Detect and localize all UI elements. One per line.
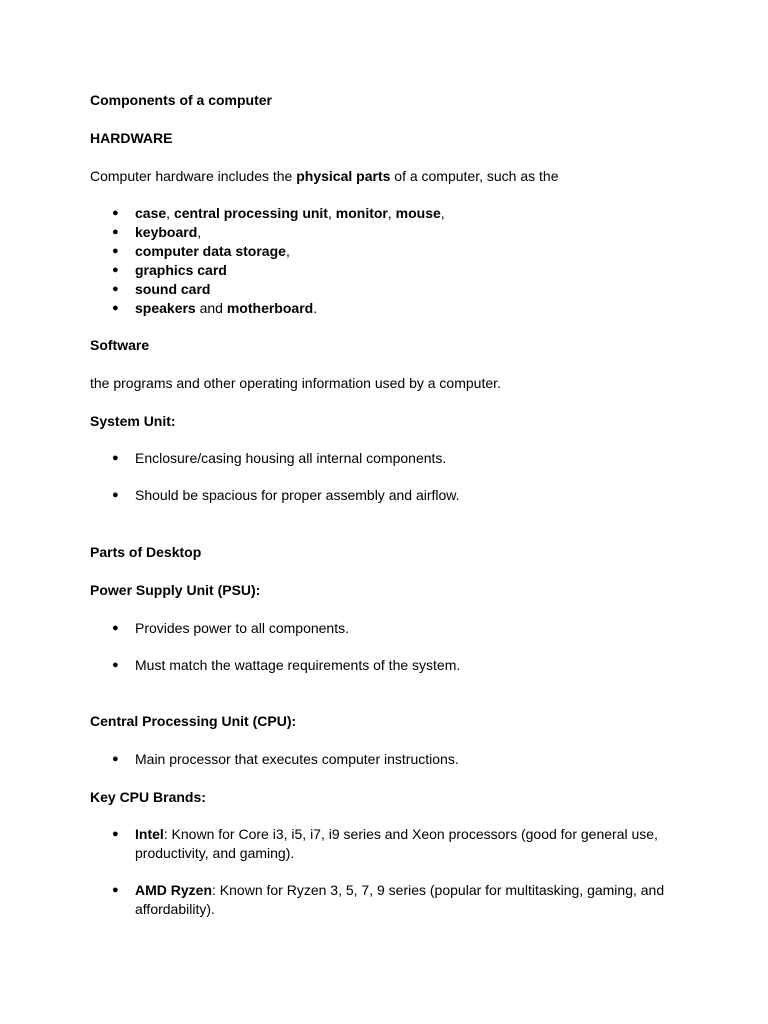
- list-item: ● Main processor that executes computer instructions.: [0, 750, 670, 769]
- term: speakers: [135, 300, 196, 316]
- brand-name: Intel: [135, 826, 164, 842]
- software-heading: Software: [90, 337, 150, 353]
- software-text: the programs and other operating information used by a computer.: [90, 375, 501, 391]
- list-item: [0, 280, 670, 299]
- list-item: [0, 299, 670, 318]
- hardware-heading: HARDWARE: [90, 130, 173, 146]
- separator: ,: [440, 205, 445, 221]
- separator: and: [195, 300, 227, 316]
- system-unit-list: [0, 449, 700, 505]
- brand-name: AMD Ryzen: [135, 882, 213, 898]
- hardware-intro: [90, 167, 690, 186]
- term: central processing unit: [173, 205, 328, 221]
- list-item: ● Provides power to all components.: [0, 619, 670, 638]
- term: keyboard: [135, 224, 198, 240]
- psu-list: [0, 619, 700, 675]
- separator: .: [313, 300, 318, 316]
- list-item: [0, 261, 670, 280]
- list-item: ● Must match the wattage requirements of the system.: [0, 656, 670, 675]
- term: sound card: [135, 281, 211, 297]
- brand-description: : Known for Ryzen 3, 5, 7, 9 series (popular for multitasking, gaming, and affordability).: [135, 882, 665, 917]
- separator: ,: [197, 224, 202, 240]
- term: monitor: [335, 205, 388, 221]
- list-item: [0, 204, 670, 223]
- term: computer data storage: [135, 243, 286, 259]
- list-item: ● Enclosure/casing housing all internal components.: [0, 449, 670, 468]
- hardware-intro-post: of a computer, such as the: [390, 168, 559, 184]
- term: motherboard: [226, 300, 314, 316]
- list-item: ● Should be spacious for proper assembly and airflow.: [0, 486, 670, 505]
- hardware-list: [0, 204, 700, 318]
- list-item-amd: [0, 881, 670, 919]
- list-item-intel: [0, 825, 670, 863]
- term: graphics card: [135, 262, 227, 278]
- list-item: [0, 242, 670, 261]
- separator: ,: [285, 243, 290, 259]
- term: case: [135, 205, 167, 221]
- psu-heading: Power Supply Unit (PSU):: [90, 582, 261, 598]
- list-item: [0, 223, 670, 242]
- document-title: Components of a computer: [90, 92, 273, 108]
- cpu-heading: Central Processing Unit (CPU):: [90, 713, 297, 729]
- cpu-list: [0, 750, 700, 769]
- separator: ,: [327, 205, 336, 221]
- separator: ,: [166, 205, 174, 221]
- hardware-intro-bold: physical parts: [296, 168, 391, 184]
- cpu-brands-heading: Key CPU Brands:: [90, 789, 206, 805]
- system-unit-heading: System Unit:: [90, 413, 176, 429]
- parts-of-desktop-heading: Parts of Desktop: [90, 544, 202, 560]
- term: mouse: [395, 205, 441, 221]
- brand-description: : Known for Core i3, i5, i7, i9 series and Xeon processors (good for general use, productivity, and gaming).: [135, 826, 658, 861]
- cpu-brands-intel-list: [0, 825, 700, 863]
- cpu-brands-amd-list: [0, 881, 700, 919]
- separator: ,: [387, 205, 396, 221]
- hardware-intro-pre: Computer hardware includes the: [90, 168, 297, 184]
